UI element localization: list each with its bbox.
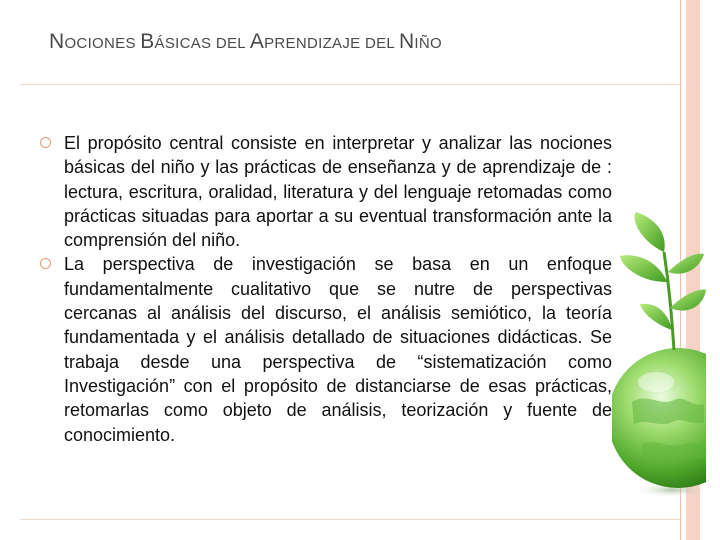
bullet-list <box>40 131 612 447</box>
bullet-item <box>40 252 612 446</box>
bullet-circle-icon <box>40 258 51 269</box>
title-part: N <box>398 30 415 53</box>
title-part: IÑO <box>414 35 442 52</box>
title-part: N <box>49 30 65 53</box>
bullet-circle-icon <box>40 137 51 148</box>
title-part: B <box>140 30 155 53</box>
bullet-item <box>40 131 612 252</box>
slide-title <box>49 30 669 54</box>
title-divider <box>20 84 680 85</box>
title-part: ÁSICAS DEL <box>154 35 250 52</box>
bullet-text: El propósito central consiste en interpretar y analizar las nociones básicas del niño y las prácticas de enseñanza y de aprendizaje de : lectura, escritura, oralidad, literatura y del lenguaje retomadas como prácticas situadas para aportar a su eventual transformación ante la comprensión del niño. <box>64 133 612 251</box>
green-globe-with-sprout-icon <box>612 212 706 500</box>
title-part: A <box>249 30 265 53</box>
title-part: PRENDIZAJE DEL <box>264 35 399 52</box>
title-part: OCIONES <box>64 35 141 52</box>
slide-bottom-rule <box>20 519 680 520</box>
bullet-text: La perspectiva de investigación se basa en un enfoque fundamentalmente cualitativo que se nutre de perspectivas cercanas al análisis del discurso, el análisis semiótico, la teoría fundamentada y el análisis detallado de situaciones didácticas. Se trabaja desde una perspectiva de “sistematización como Investigación” con el propósito de distanciarse de esas prácticas, retomarlas como objeto de análisis, teorización y fuente de conocimiento. <box>64 254 612 445</box>
